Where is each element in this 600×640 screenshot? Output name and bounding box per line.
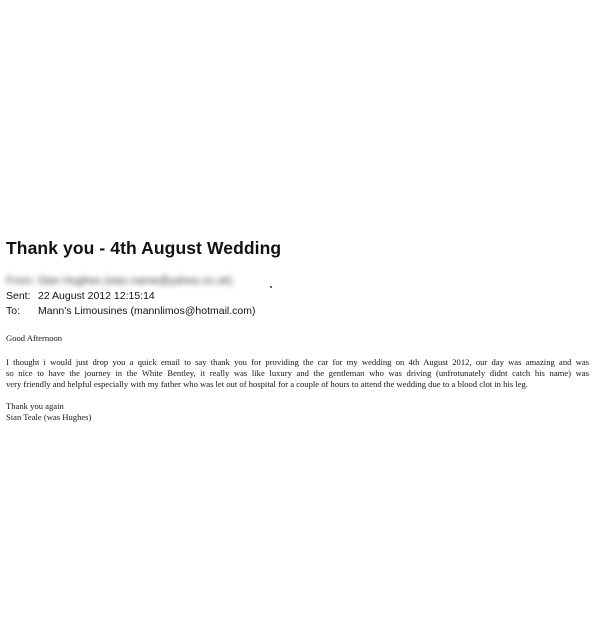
signoff xyxy=(6,401,596,423)
to-row xyxy=(6,305,596,317)
body-line: so nice to have the journey in the White Bentley, it really was like luxury and the gentleman who was driving (unfrotunately didnt catch his name) was xyxy=(6,368,589,378)
body-line: very friendly and helpful especially with my father who was let out of hospital for a couple of hours to attend the wedding due to a blood clot in his leg. xyxy=(6,379,528,389)
body-paragraph xyxy=(6,357,596,390)
to-value: Mann's Limousines (mannlimos@hotmail.com) xyxy=(38,305,256,317)
sent-value: 22 August 2012 12:15:14 xyxy=(38,290,155,302)
closing-text: Thank you again xyxy=(6,401,64,411)
signature-text: Sian Teale (was Hughes) xyxy=(6,412,92,422)
to-label: To: xyxy=(6,305,21,317)
body-line: I thought i would just drop you a quick email to say thank you for providing the car for my wedding on 4th August 2012, our day was amazing and was xyxy=(6,357,589,367)
sent-row xyxy=(6,290,596,302)
greeting: Good Afternoon xyxy=(6,333,63,343)
sent-label: Sent: xyxy=(6,290,31,302)
email-subject: Thank you - 4th August Wedding xyxy=(6,238,282,258)
from-redacted-text: From: Sian Hughes (sian.name@yahoo.co.uk) xyxy=(6,275,233,287)
scan-speck xyxy=(270,286,272,288)
email-document xyxy=(6,238,596,423)
email-body xyxy=(6,333,596,423)
from-row-redacted xyxy=(6,271,233,287)
